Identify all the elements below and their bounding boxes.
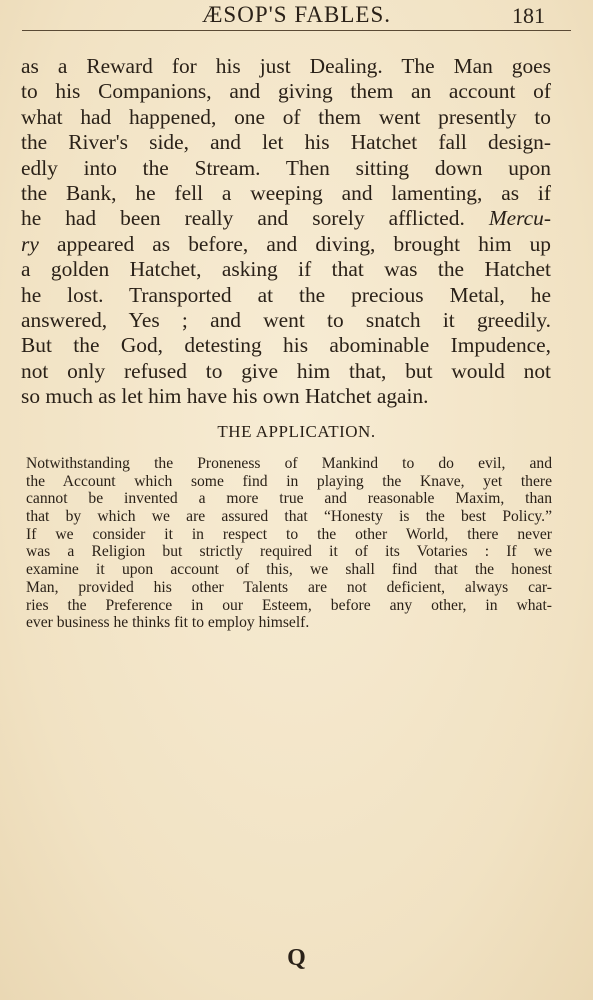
application-line: that by which we are assured that “Honesty is the best Policy.” — [26, 508, 552, 526]
running-title: ÆSOP'S FABLES. — [201, 2, 391, 27]
fable-line: what had happened, one of them went presently to — [21, 104, 551, 129]
fable-line: not only refused to give him that, but would not — [21, 358, 551, 383]
application-heading: THE APPLICATION. — [217, 422, 376, 441]
fable-line: edly into the Stream. Then sitting down upon — [21, 155, 551, 180]
fable-line: he lost. Transported at the precious Metal, he — [21, 282, 551, 307]
application-line: was a Religion but strictly required it of its Votaries : If we — [26, 543, 552, 561]
application-text — [26, 455, 552, 632]
fable-line: he had been really and sorely afflicted. Mercu- — [21, 206, 551, 231]
fable-line: so much as let him have his own Hatchet again. — [21, 384, 429, 409]
signature-mark: Q — [287, 945, 306, 971]
fable-line: the Bank, he fell a weeping and lamenting, as if — [21, 180, 551, 205]
application-line: ever business he thinks fit to employ himself. — [26, 614, 310, 632]
header-rule — [22, 30, 571, 31]
fable-line: ry appeared as before, and diving, brought him up — [21, 231, 551, 256]
fable-line: as a Reward for his just Dealing. The Man goes — [21, 54, 551, 78]
page-number: 181 — [512, 3, 545, 28]
application-line: cannot be invented a more true and reasonable Maxim, than — [26, 490, 552, 508]
application-line: ries the Preference in our Esteem, before any other, in what- — [26, 596, 552, 614]
page-header — [0, 2, 593, 30]
fable-line: But the God, detesting his abominable Impudence, — [21, 333, 551, 358]
fable-line: answered, Yes ; and went to snatch it greedily. — [21, 307, 551, 332]
application-line: Man, provided his other Talents are not deficient, always car- — [26, 578, 552, 596]
application-line: If we consider it in respect to the other World, there never — [26, 525, 552, 543]
fable-line: the River's side, and let his Hatchet fall design- — [21, 130, 551, 155]
application-line: examine it upon account of this, we shall find that the honest — [26, 561, 552, 579]
application-line: Notwithstanding the Proneness of Mankind to do evil, and — [26, 455, 552, 472]
application-line: the Account which some find in playing the Knave, yet there — [26, 472, 552, 490]
fable-line: a golden Hatchet, asking if that was the Hatchet — [21, 257, 551, 282]
fable-line: to his Companions, and giving them an account of — [21, 79, 551, 104]
fable-text — [21, 54, 551, 409]
